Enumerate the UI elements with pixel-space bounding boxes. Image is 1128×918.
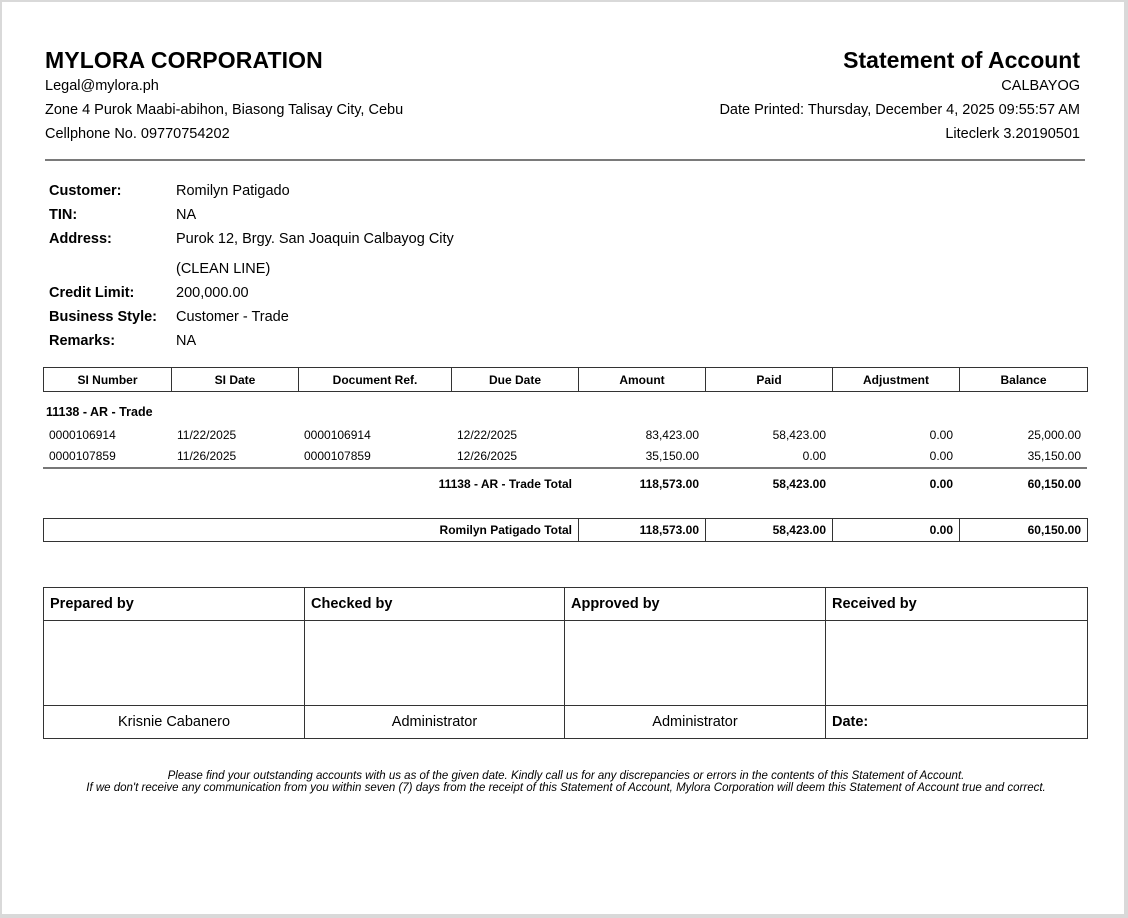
credit-limit-row xyxy=(49,282,454,306)
balance-cell: 25,000.00 xyxy=(1027,427,1081,442)
received-date-label: Date: xyxy=(826,706,1088,739)
adjustment-cell: 0.00 xyxy=(929,448,953,463)
footer-line-1: Please find your outstanding accounts with us as of the given date. Kindly call us for any discrepancies or errors in the contents of this Statement of Account. xyxy=(167,770,965,782)
footer-line-2: If we don't receive any communication from you within seven (7) days from the receipt of this Statement of Account, Mylora Corporation will deem this Statement of Account true and correct. xyxy=(86,782,1046,794)
grand-total-adjustment: 0.00 xyxy=(833,519,960,542)
grand-total-balance: 60,150.00 xyxy=(960,519,1088,542)
address-value: Purok 12, Brgy. San Joaquin Calbayog City xyxy=(176,231,454,247)
address-label: Address: xyxy=(49,231,112,247)
signature-block xyxy=(43,587,1088,739)
amount-cell: 35,150.00 xyxy=(645,448,699,463)
grand-total-amount: 118,573.00 xyxy=(579,519,706,542)
prepared-by-signature-space xyxy=(44,621,305,706)
table-row xyxy=(43,445,1087,466)
group-total-paid: 58,423.00 xyxy=(772,476,826,491)
column-header-paid: Paid xyxy=(706,368,833,392)
approved-by-label: Approved by xyxy=(565,588,826,621)
balance-cell: 35,150.00 xyxy=(1027,448,1081,463)
date-printed: Date Printed: Thursday, December 4, 2025 09:55:57 AM xyxy=(719,102,1080,118)
business-style-value: Customer - Trade xyxy=(176,309,289,325)
approved-by-name: Administrator xyxy=(565,706,826,739)
remarks-label: Remarks: xyxy=(49,333,116,349)
statement-page xyxy=(2,2,1124,914)
document-ref-cell: 0000106914 xyxy=(304,427,371,442)
si-number-cell: 0000107859 xyxy=(49,448,116,463)
customer-info xyxy=(49,180,454,354)
tin-value: NA xyxy=(176,207,197,223)
company-email: Legal@mylora.ph xyxy=(45,78,159,94)
prepared-by-label: Prepared by xyxy=(44,588,305,621)
document-ref-cell: 0000107859 xyxy=(304,448,371,463)
received-by-label: Received by xyxy=(826,588,1088,621)
company-header xyxy=(45,46,403,146)
column-header-document-ref: Document Ref. xyxy=(299,368,452,392)
column-header-adjustment: Adjustment xyxy=(833,368,960,392)
branch-name: CALBAYOG xyxy=(1001,78,1080,94)
company-name: MYLORA CORPORATION xyxy=(45,47,323,73)
table-row xyxy=(43,424,1087,445)
customer-grand-total-row xyxy=(43,518,1088,542)
address-note: (CLEAN LINE) xyxy=(176,261,271,277)
business-style-label: Business Style: xyxy=(49,309,157,325)
remarks-row xyxy=(49,330,454,354)
credit-limit-value: 200,000.00 xyxy=(176,285,249,301)
column-header-due-date: Due Date xyxy=(452,368,579,392)
received-by-signature-space xyxy=(826,621,1088,706)
amount-cell: 83,423.00 xyxy=(645,427,699,442)
si-date-cell: 11/22/2025 xyxy=(177,427,237,442)
ledger-rows xyxy=(43,424,1087,466)
prepared-by-name: Krisnie Cabanero xyxy=(44,706,305,739)
grand-total-paid: 58,423.00 xyxy=(706,519,833,542)
document-header xyxy=(719,46,1080,146)
company-phone: Cellphone No. 09770754202 xyxy=(45,126,230,142)
column-header-balance: Balance xyxy=(960,368,1088,392)
si-number-cell: 0000106914 xyxy=(49,427,116,442)
column-header-si-number: SI Number xyxy=(44,368,172,392)
tin-label: TIN: xyxy=(49,207,78,223)
group-total-adjustment: 0.00 xyxy=(929,476,953,491)
address-row xyxy=(49,228,454,258)
checked-by-signature-space xyxy=(305,621,565,706)
rows-divider xyxy=(43,467,1087,469)
account-group-title: 11138 - AR - Trade xyxy=(46,405,153,419)
company-address: Zone 4 Purok Maabi-abihon, Biasong Talisay City, Cebu xyxy=(45,102,404,118)
customer-label: Customer: xyxy=(49,183,122,199)
paid-cell: 0.00 xyxy=(802,448,826,463)
checked-by-label: Checked by xyxy=(305,588,565,621)
due-date-cell: 12/26/2025 xyxy=(457,448,518,463)
ledger-table-header xyxy=(43,367,1088,392)
group-total-amount: 118,573.00 xyxy=(639,476,699,491)
software-version: Liteclerk 3.20190501 xyxy=(945,126,1080,142)
credit-limit-label: Credit Limit: xyxy=(49,285,135,301)
group-total-balance: 60,150.00 xyxy=(1027,476,1081,491)
due-date-cell: 12/22/2025 xyxy=(457,427,518,442)
column-header-amount: Amount xyxy=(579,368,706,392)
paid-cell: 58,423.00 xyxy=(772,427,826,442)
grand-total-label: Romilyn Patigado Total xyxy=(44,519,579,542)
group-total-label: 11138 - AR - Trade Total xyxy=(438,476,572,491)
footer-notice xyxy=(2,770,1128,794)
document-title: Statement of Account xyxy=(843,47,1080,73)
customer-row xyxy=(49,180,454,204)
group-subtotal-row xyxy=(43,473,1087,494)
tin-row xyxy=(49,204,454,228)
remarks-value: NA xyxy=(176,333,197,349)
column-header-si-date: SI Date xyxy=(172,368,299,392)
business-style-row xyxy=(49,306,454,330)
header-divider xyxy=(45,159,1085,161)
checked-by-name: Administrator xyxy=(305,706,565,739)
approved-by-signature-space xyxy=(565,621,826,706)
adjustment-cell: 0.00 xyxy=(929,427,953,442)
si-date-cell: 11/26/2025 xyxy=(177,448,237,463)
customer-name: Romilyn Patigado xyxy=(176,183,290,199)
